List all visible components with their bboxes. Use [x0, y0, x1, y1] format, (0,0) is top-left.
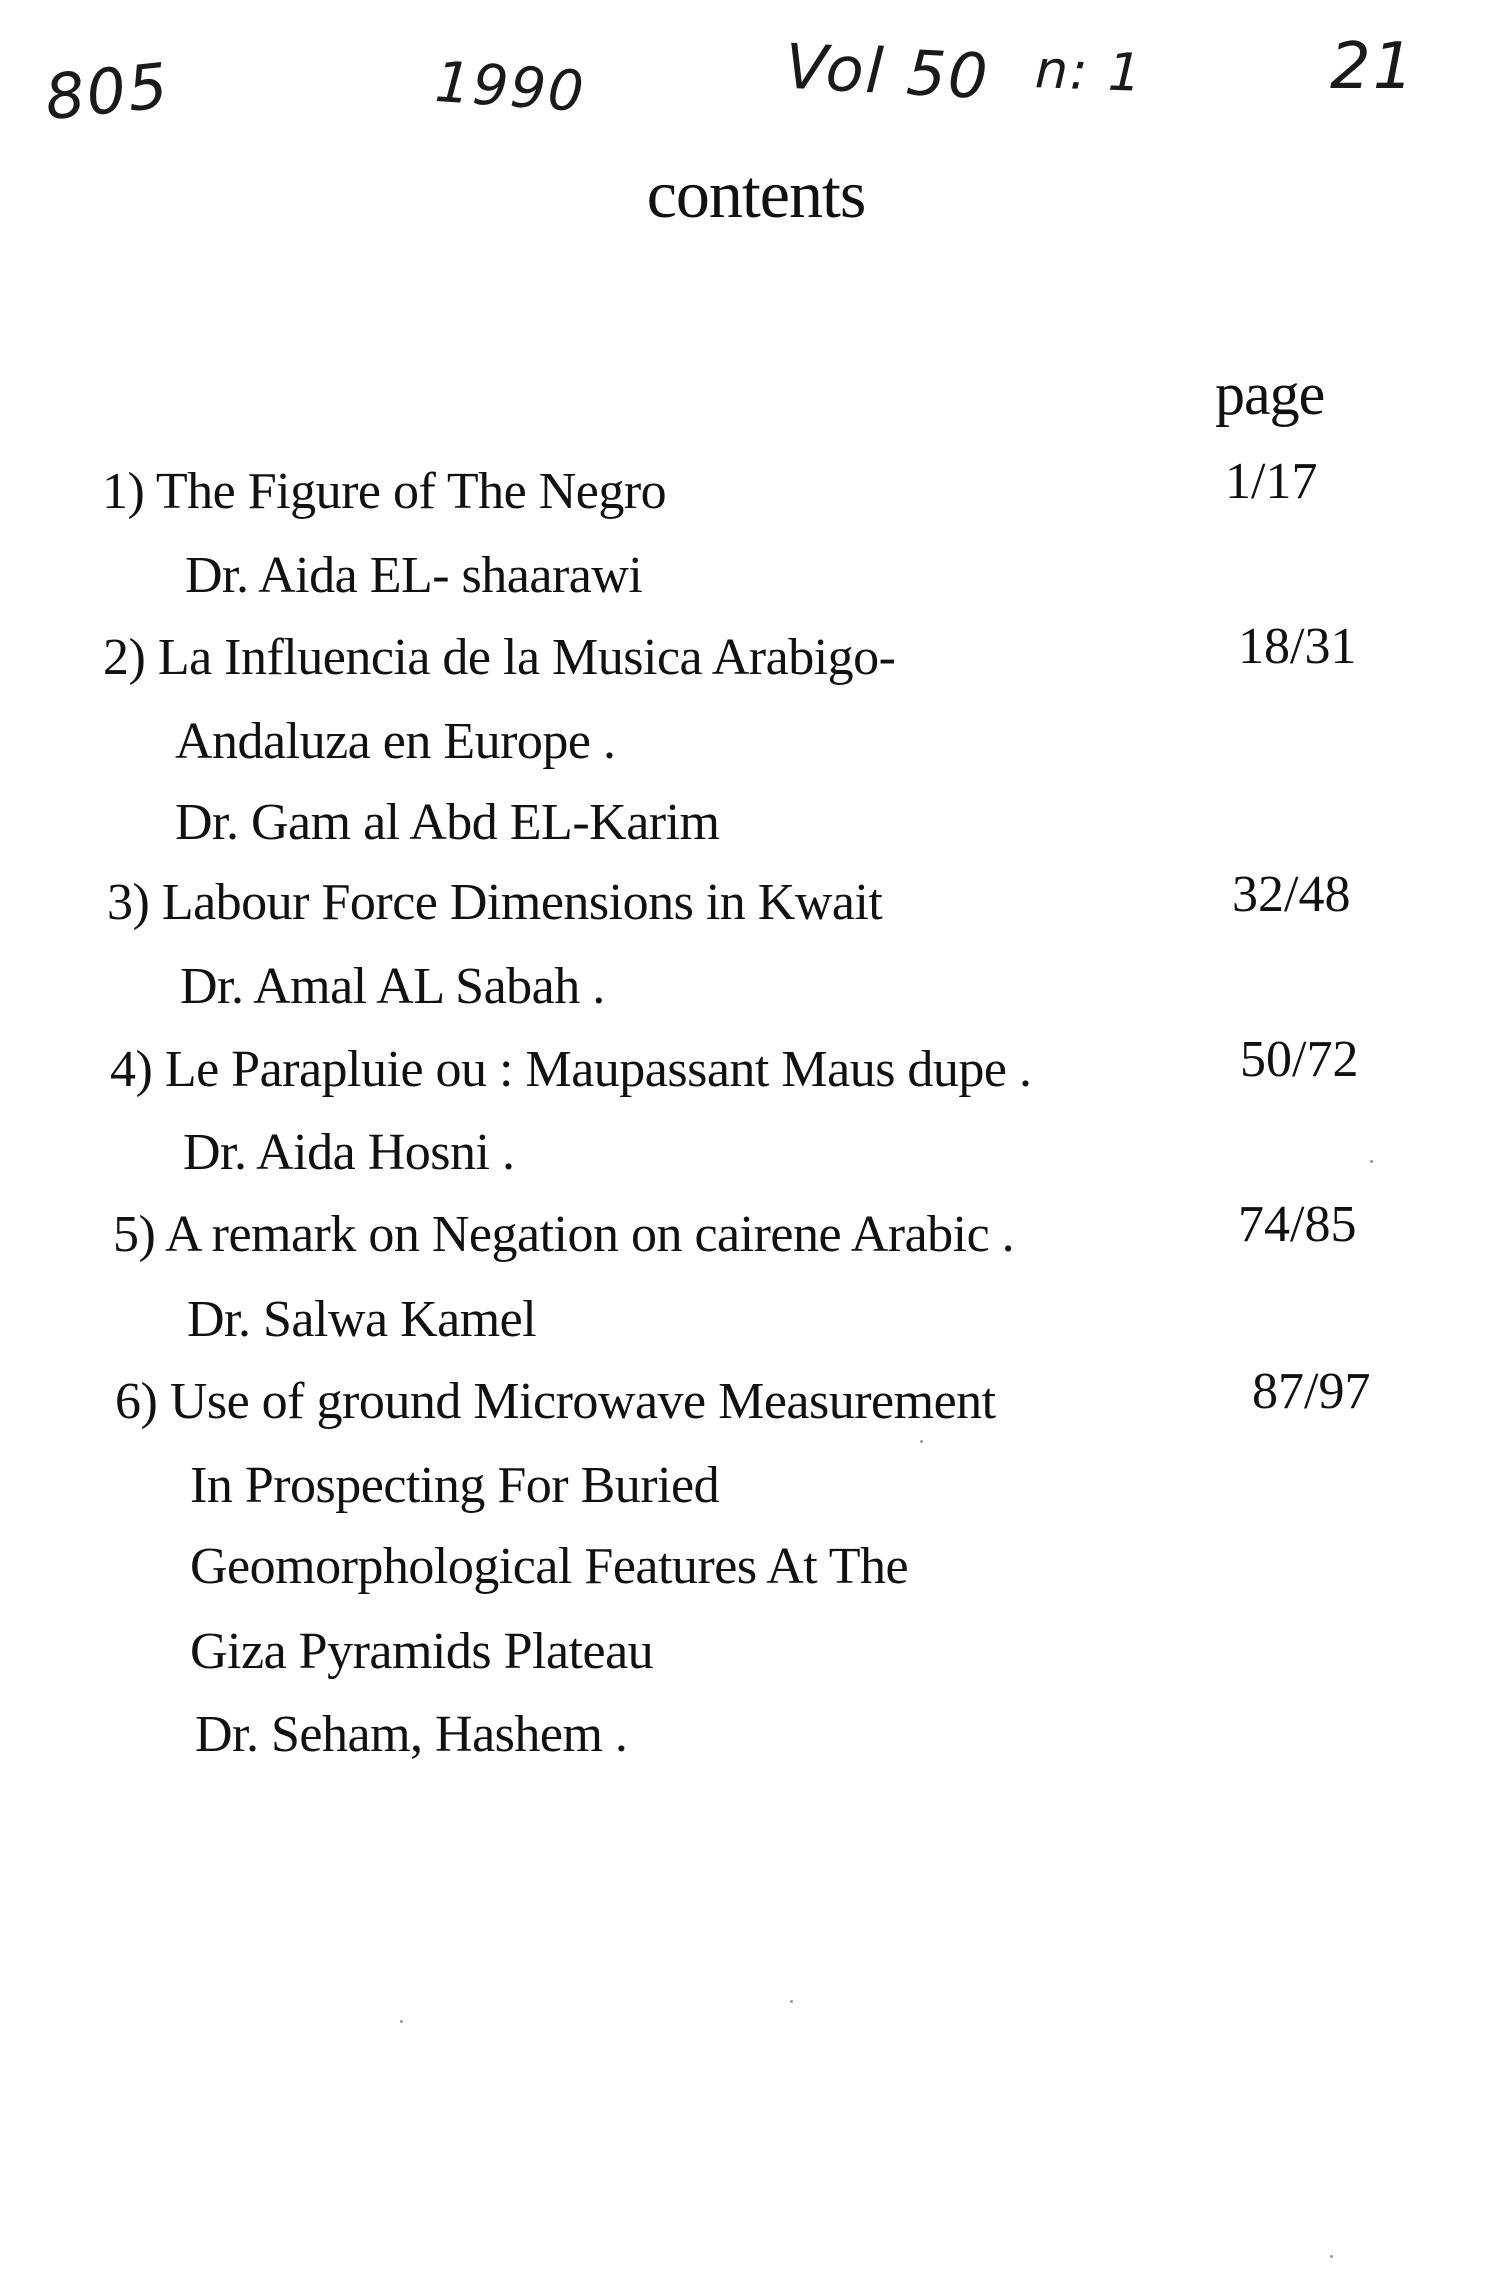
scan-speck	[790, 2000, 793, 2003]
handwritten-number: n: 1	[1033, 40, 1145, 104]
entry-6-title-line-1: 6) Use of ground Microwave Measurement	[115, 1373, 996, 1430]
page-title: contents	[646, 156, 866, 232]
entry-4-title: 4) Le Parapluie ou : Maupassant Maus dupe .	[110, 1041, 1032, 1098]
scan-speck	[400, 2020, 403, 2023]
entry-6-pages: 87/97	[1252, 1363, 1371, 1420]
handwritten-year: 1990	[432, 49, 588, 126]
entry-1-pages: 1/17	[1225, 453, 1318, 510]
entry-3-title: 3) Labour Force Dimensions in Kwait	[107, 874, 883, 931]
entry-3-author: Dr. Amal AL Sabah .	[180, 958, 605, 1015]
handwritten-note: 805	[41, 48, 173, 135]
entry-6-title-line-3: Geomorphological Features At The	[190, 1538, 909, 1595]
scan-speck	[920, 1440, 923, 1443]
entry-1-author: Dr. Aida EL- shaarawi	[185, 547, 643, 604]
handwritten-volume: Vol 50	[783, 29, 992, 114]
entry-4-pages: 50/72	[1240, 1031, 1359, 1088]
entry-4-author: Dr. Aida Hosni .	[183, 1124, 515, 1181]
entry-2-title-line-2: Andaluza en Europe .	[175, 713, 616, 770]
entry-3-pages: 32/48	[1232, 866, 1351, 923]
handwritten-code: 21	[1330, 30, 1416, 104]
entry-2-pages: 18/31	[1238, 618, 1357, 675]
entry-1-title: 1) The Figure of The Negro	[102, 463, 667, 520]
entry-5-title: 5) A remark on Negation on cairene Arabic .	[113, 1206, 1015, 1263]
scan-speck	[1370, 1160, 1373, 1163]
entry-5-pages: 74/85	[1238, 1196, 1357, 1253]
scan-speck	[1330, 2255, 1333, 2258]
entry-2-title-line-1: 2) La Influencia de la Musica Arabigo-	[103, 629, 896, 686]
entry-2-author: Dr. Gam al Abd EL-Karim	[175, 794, 720, 851]
entry-6-title-line-4: Giza Pyramids Plateau	[190, 1623, 654, 1680]
page-column-header: page	[1215, 361, 1325, 427]
entry-6-author: Dr. Seham, Hashem .	[195, 1706, 628, 1763]
entry-5-author: Dr. Salwa Kamel	[187, 1291, 537, 1348]
entry-6-title-line-2: In Prospecting For Buried	[190, 1457, 720, 1514]
